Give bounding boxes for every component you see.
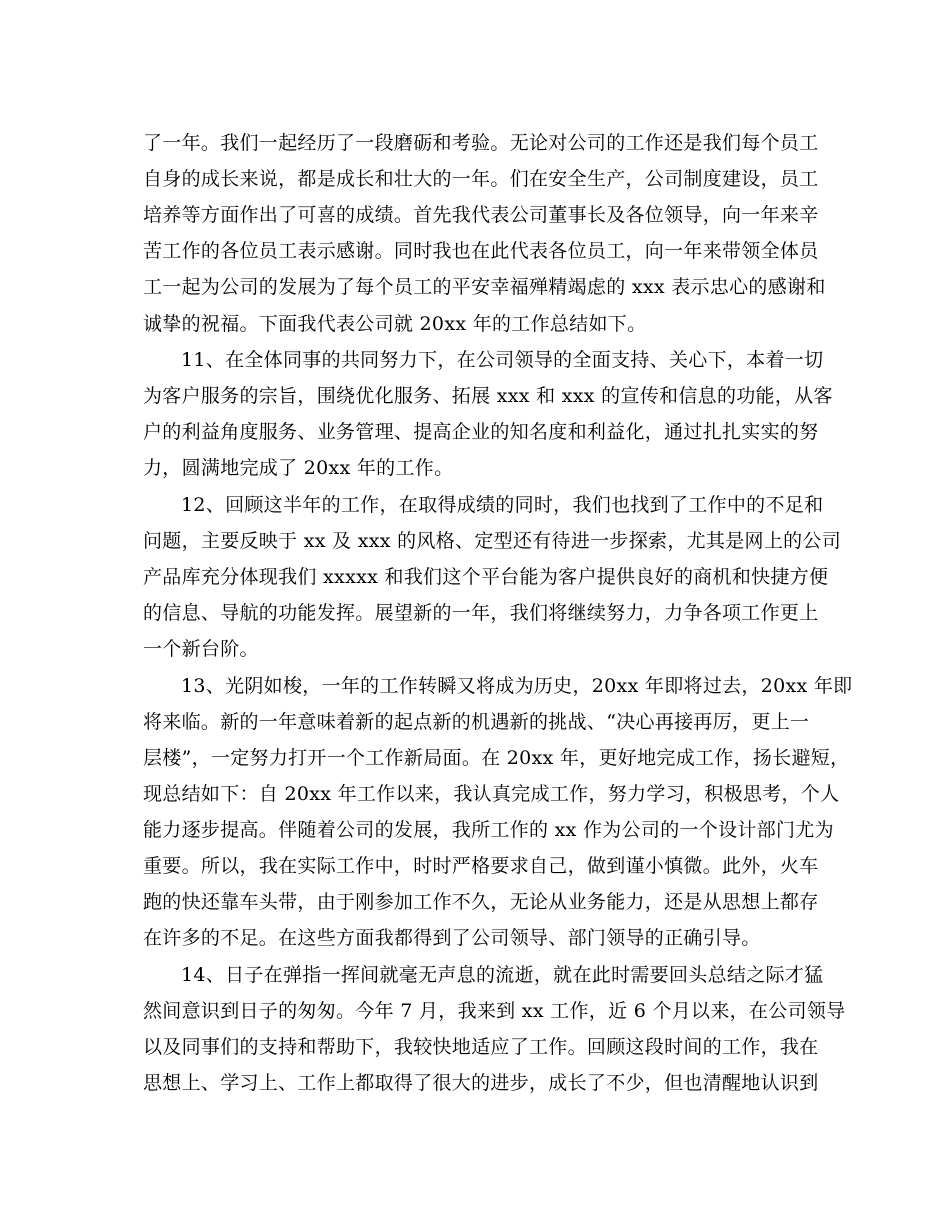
text-line: 跑的快还靠车头带，由于刚参加工作不久，无论从业务能力，还是从思想上都存 (143, 891, 819, 913)
text-line: 层楼”，一定努力打开一个工作新局面。在 20xx 年，更好地完成工作，扬长避短， (143, 747, 850, 769)
text-line: 将来临。新的一年意味着新的起点新的机遇新的挑战、“决心再接再厉，更上一 (143, 711, 810, 733)
text-line: 工一起为公司的发展为了每个员工的平安幸福殚精竭虑的 xxx 表示忠心的感谢和 (143, 276, 826, 298)
text-line: 户的利益角度服务、业务管理、提高企业的知名度和利益化，通过扎扎实实的努 (143, 421, 819, 443)
text-line: 诚挚的祝福。下面我代表公司就 20xx 年的工作总结如下。 (143, 313, 647, 335)
text-line: 为客户服务的宗旨，围绕优化服务、拓展 xxx 和 xxx 的宣传和信息的功能，从客 (143, 385, 833, 407)
text-line: 现总结如下：自 20xx 年工作以来，我认真完成工作，努力学习，积极思考，个人 (143, 783, 840, 805)
text-line: 产品库充分体现我们 xxxxx 和我们这个平台能为客户提供良好的商机和快捷方便 (143, 566, 829, 588)
text-line: 苦工作的各位员工表示感谢。同时我也在此代表各位员工，向一年来带领全体员 (143, 240, 819, 262)
text-line: 力，圆满地完成了 20xx 年的工作。 (143, 457, 454, 479)
text-line: 一个新台阶。 (143, 638, 259, 660)
text-line: 自身的成长来说，都是成长和壮大的一年。们在安全生产，公司制度建设，员工 (143, 168, 819, 190)
text-line: 在许多的不足。在这些方面我都得到了公司领导、部门领导的正确引导。 (143, 927, 761, 949)
text-line: 然间意识到日子的匆匆。今年 7 月，我来到 xx 工作，近 6 个月以来，在公司领导 (143, 1000, 846, 1022)
text-line: 能力逐步提高。伴随着公司的发展，我所工作的 xx 作为公司的一个设计部门尤为 (143, 819, 834, 841)
text-line: 问题，主要反映于 xx 及 xxx 的风格、定型还有待进一步探索，尤其是网上的公司 (143, 530, 842, 552)
text-line: 思想上、学习上、工作上都取得了很大的进步，成长了不少，但也清醒地认识到 (143, 1072, 819, 1094)
paragraph-13-start: 13、光阴如梭，一年的工作转瞬又将成为历史，20xx 年即将过去，20xx 年即 (181, 675, 853, 697)
paragraph-11-start: 11、在全体同事的共同努力下，在公司领导的全面支持、关心下，本着一切 (181, 349, 824, 371)
text-line: 重要。所以，我在实际工作中，时时严格要求自己，做到谨小慎微。此外，火车 (143, 855, 819, 877)
paragraph-14-start: 14、日子在弹指一挥间就毫无声息的流逝，就在此时需要回头总结之际才猛 (181, 964, 824, 986)
text-line: 了一年。我们一起经历了一段磨砺和考验。无论对公司的工作还是我们每个员工 (143, 132, 819, 154)
text-line: 以及同事们的支持和帮助下，我较快地适应了工作。回顾这段时间的工作，我在 (143, 1036, 819, 1058)
text-line: 的信息、导航的功能发挥。展望新的一年，我们将继续努力，力争各项工作更上 (143, 602, 819, 624)
paragraph-12-start: 12、回顾这半年的工作，在取得成绩的同时，我们也找到了工作中的不足和 (181, 494, 824, 516)
text-line: 培养等方面作出了可喜的成绩。首先我代表公司董事长及各位领导，向一年来辛 (143, 204, 819, 226)
